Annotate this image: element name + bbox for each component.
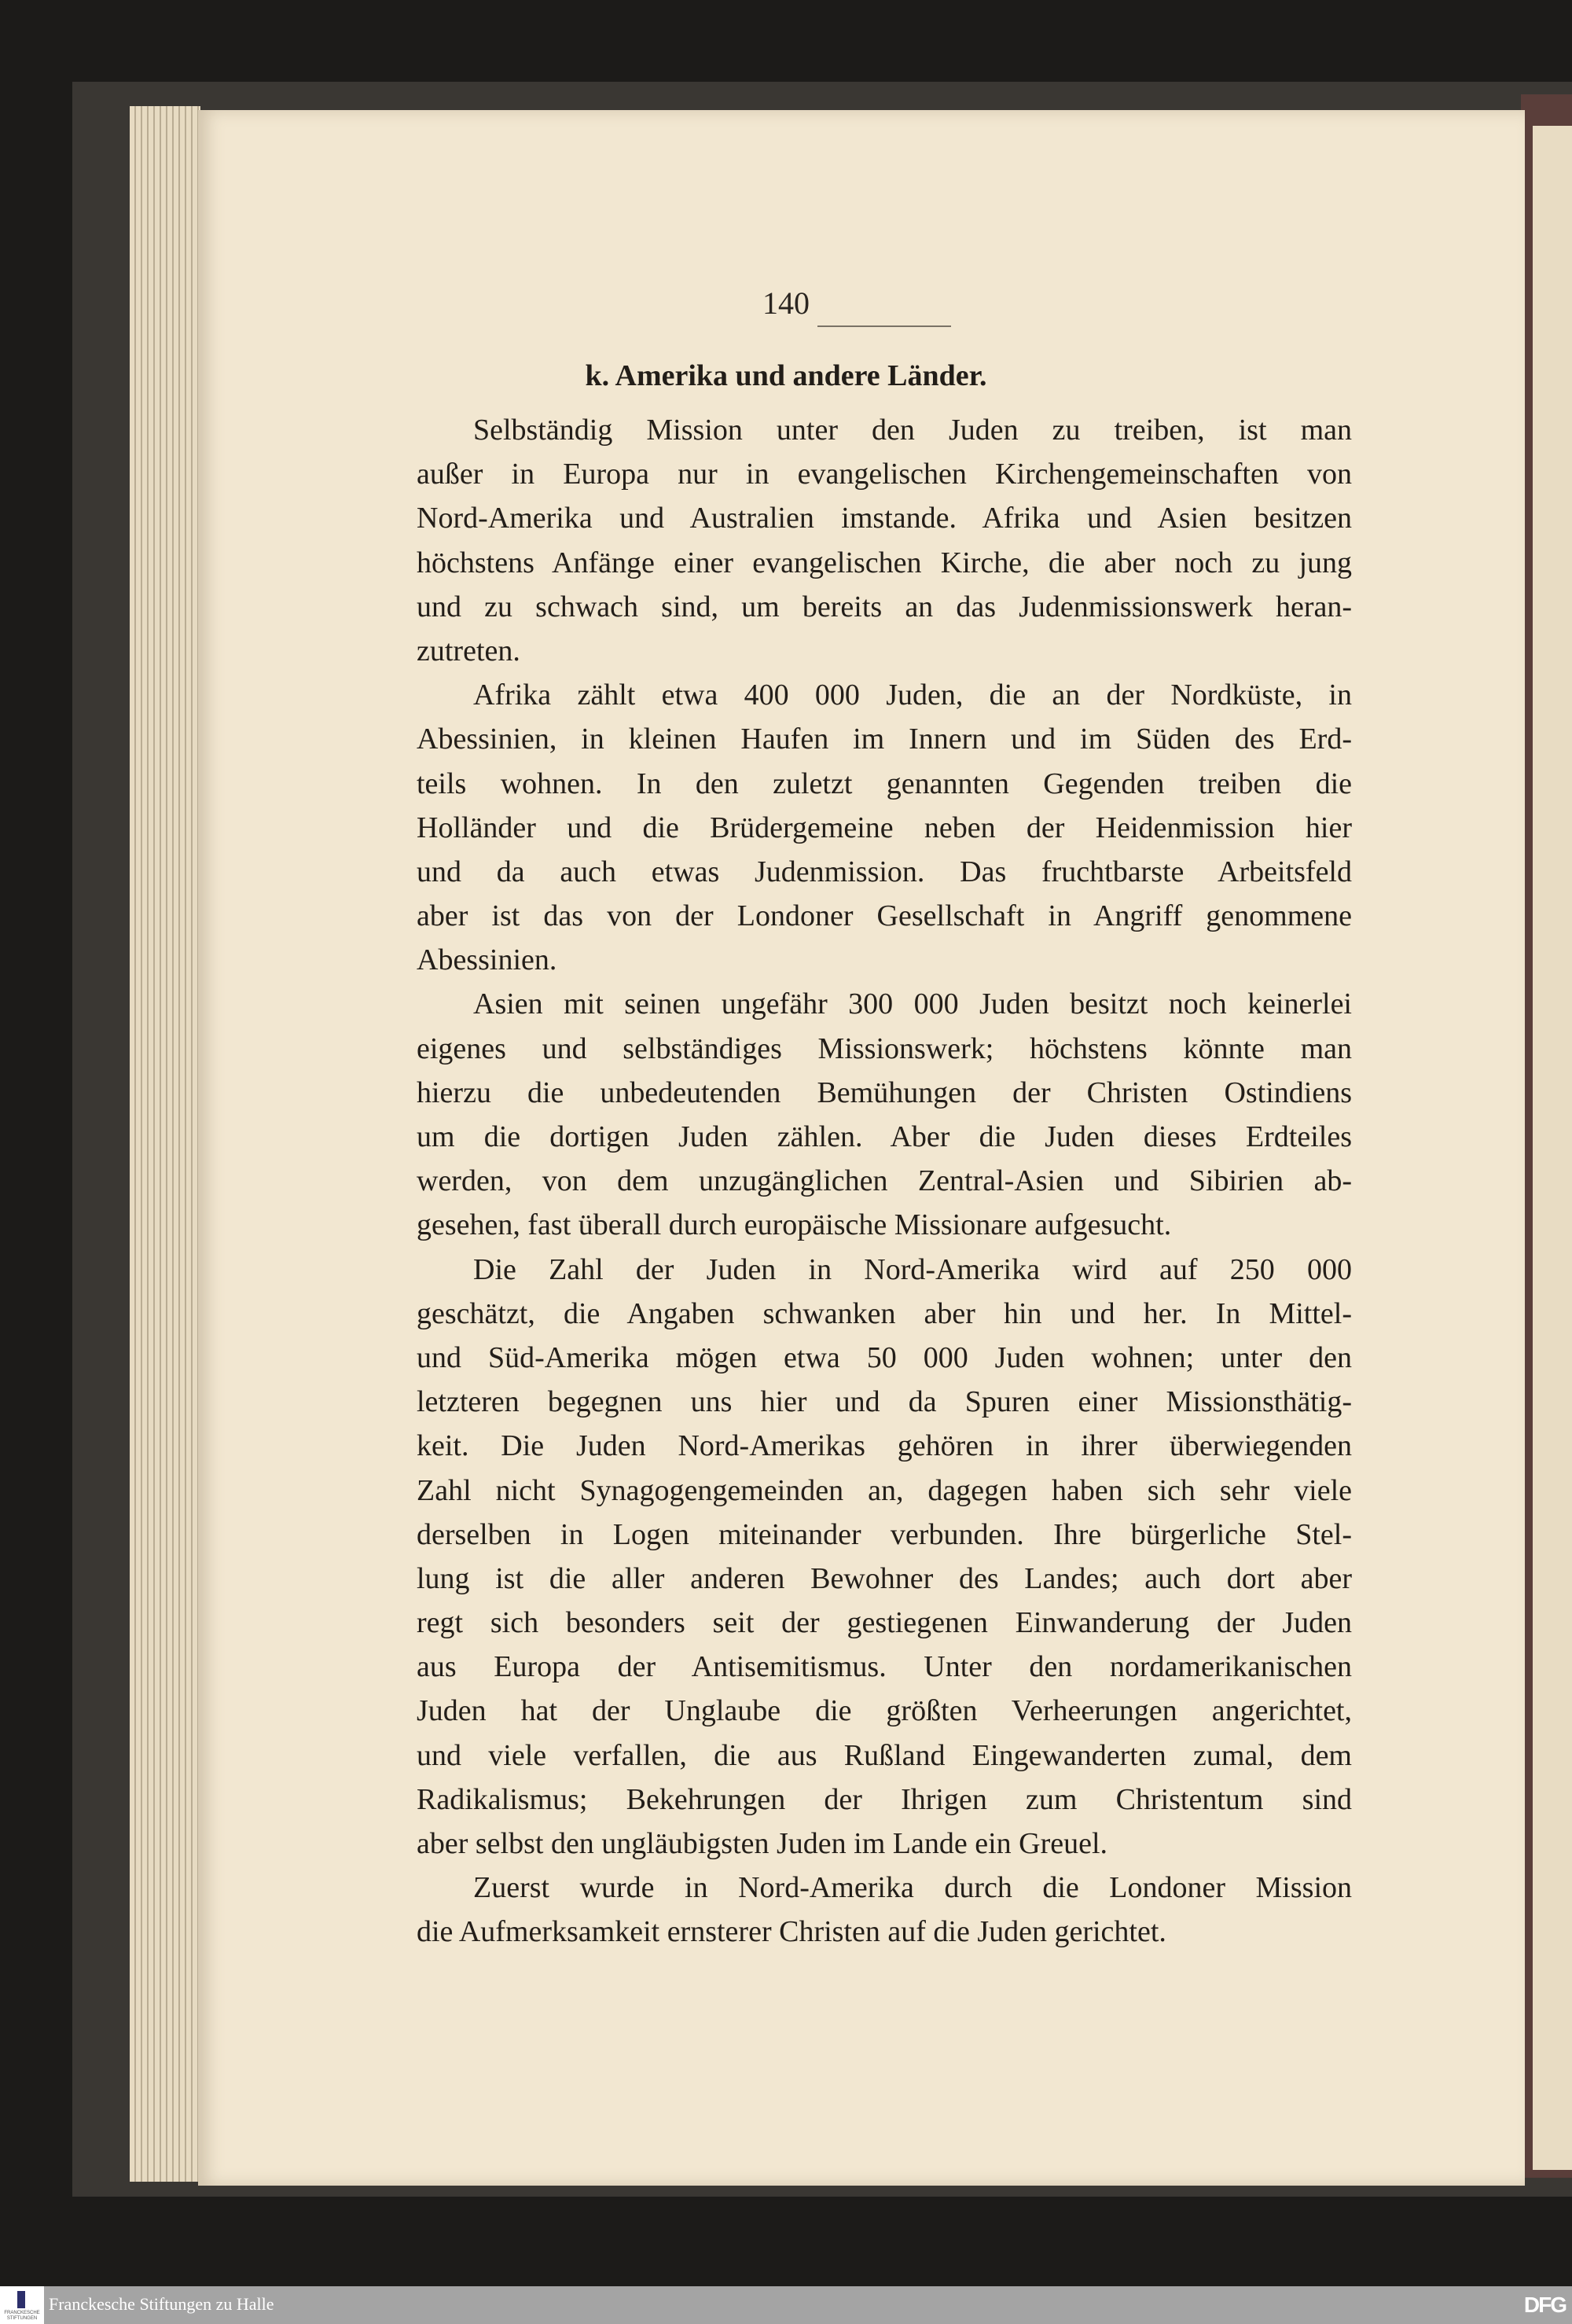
- text-line: geschätzt, die Angaben schwanken aber hin und her. In Mittel-: [417, 1296, 1352, 1330]
- text-line: um die dortigen Juden zählen. Aber die Juden dieses Erdteiles: [417, 1120, 1352, 1153]
- viewer-footer: [0, 2286, 1572, 2324]
- text-line: aus Europa der Antisemitismus. Unter den nordamerikanischen: [417, 1650, 1352, 1684]
- text-line: Nord-Amerika und Australien imstande. Afrika und Asien besitzen: [417, 502, 1352, 535]
- dfg-logo[interactable]: DFG: [1523, 2293, 1566, 2317]
- page-stack-edges: [130, 106, 200, 2182]
- text-line: zutreten.: [417, 634, 520, 667]
- text-line: hierzu die unbedeutenden Bemühungen der Christen Ostindiens: [417, 1076, 1352, 1109]
- text-line: Die Zahl der Juden in Nord-Amerika wird auf 250 000: [473, 1252, 1352, 1286]
- text-line: Abessinien.: [417, 943, 557, 977]
- text-line: höchstens Anfänge einer evangelischen Kirche, die aber noch zu jung: [417, 546, 1352, 579]
- text-line: und da auch etwas Judenmission. Das fruchtbarste Arbeitsfeld: [417, 855, 1352, 888]
- text-line: die Aufmerksamkeit ernsterer Christen auf die Juden gerichtet.: [417, 1915, 1166, 1949]
- text-line: Abessinien, in kleinen Haufen im Innern und im Süden des Erd-: [417, 723, 1352, 756]
- text-line: eigenes und selbständiges Missionswerk; höchstens könnte man: [417, 1031, 1352, 1065]
- text-line: Zuerst wurde in Nord-Amerika durch die Londoner Mission: [473, 1871, 1352, 1905]
- text-line: regt sich besonders seit der gestiegenen Einwanderung der Juden: [417, 1606, 1352, 1640]
- text-line: lung ist die aller anderen Bewohner des Landes; auch dort aber: [417, 1561, 1352, 1595]
- body-text: [417, 408, 1352, 1954]
- text-line: Selbständig Mission unter den Juden zu treiben, ist man: [473, 414, 1352, 447]
- text-line: werden, von dem unzugänglichen Zentral-Asien und Sibirien ab-: [417, 1164, 1352, 1198]
- institution-logo[interactable]: [0, 2286, 44, 2324]
- text-line: Radikalismus; Bekehrungen der Ihrigen zum Christentum sind: [417, 1782, 1352, 1816]
- text-line: und viele verfallen, die aus Rußland Eingewanderten zumal, dem: [417, 1738, 1352, 1772]
- facing-page-edge: [1533, 126, 1572, 2170]
- text-line: teils wohnen. In den zuletzt genannten Gegenden treiben die: [417, 767, 1352, 800]
- text-line: Afrika zählt etwa 400 000 Juden, die an der Nordküste, in: [473, 678, 1352, 712]
- institution-name[interactable]: Franckesche Stiftungen zu Halle: [49, 2294, 274, 2314]
- logo-figure-icon: [17, 2291, 25, 2308]
- text-line: keit. Die Juden Nord-Amerikas gehören in ihrer überwiegenden: [417, 1429, 1352, 1463]
- text-line: gesehen, fast überall durch europäische Missionare aufgesucht.: [417, 1208, 1172, 1242]
- text-line: derselben in Logen miteinander verbunden. Ihre bürgerliche Stel-: [417, 1517, 1352, 1551]
- section-heading: k. Amerika und andere Länder.: [585, 359, 987, 392]
- text-line: aber selbst den ungläubigsten Juden im Lande ein Greuel.: [417, 1827, 1108, 1860]
- text-line: Holländer und die Brüdergemeine neben der Heidenmission hier: [417, 811, 1352, 844]
- text-line: aber ist das von der Londoner Gesellschaft in Angriff genommene: [417, 899, 1352, 933]
- text-line: Zahl nicht Synagogengemeinden an, dagegen haben sich sehr viele: [417, 1473, 1352, 1507]
- text-line: letzteren begegnen uns hier und da Spuren einer Missionsthätig-: [417, 1385, 1352, 1419]
- page-number: 140: [762, 285, 810, 321]
- text-line: außer in Europa nur in evangelischen Kirchengemeinschaften von: [417, 458, 1352, 491]
- text-line: und zu schwach sind, um bereits an das Judenmissionswerk heran-: [417, 590, 1352, 623]
- logo-caption: FRANCKESCHE STIFTUNGEN: [4, 2311, 40, 2321]
- text-line: Asien mit seinen ungefähr 300 000 Juden besitzt noch keinerlei: [473, 987, 1352, 1021]
- header-rule: [817, 325, 951, 327]
- text-line: und Süd-Amerika mögen etwa 50 000 Juden wohnen; unter den: [417, 1340, 1352, 1374]
- text-line: Juden hat der Unglaube die größten Verheerungen angerichtet,: [417, 1694, 1352, 1728]
